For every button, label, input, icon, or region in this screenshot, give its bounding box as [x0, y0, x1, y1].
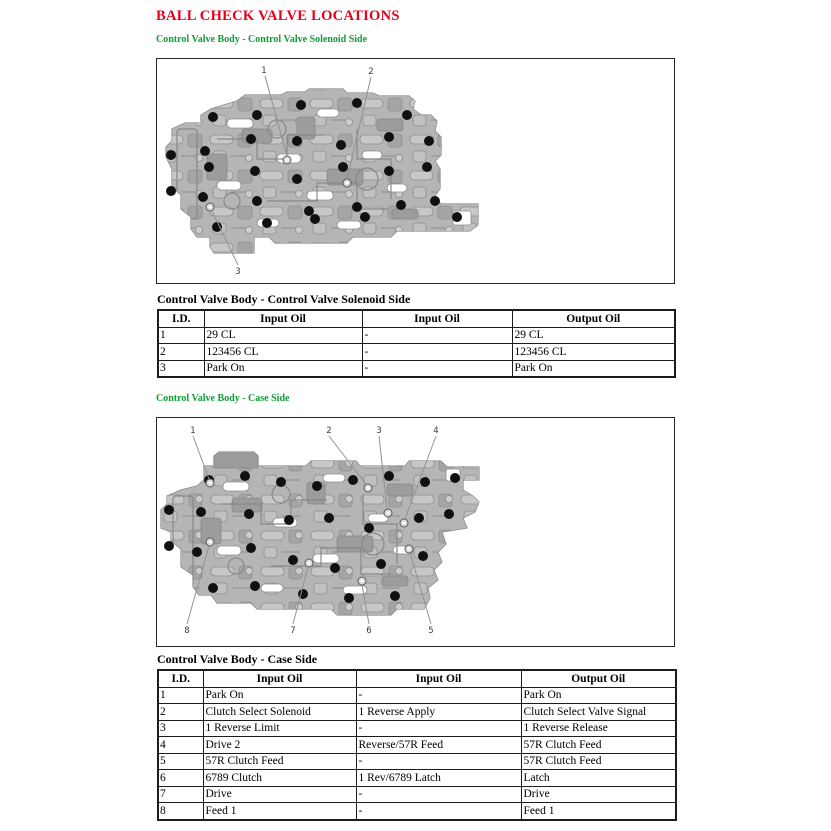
oil-value-cell: Latch [521, 770, 676, 787]
column-header: Input Oil [203, 670, 356, 687]
section2-subtitle: Control Valve Body - Case Side [156, 393, 290, 404]
oil-value-cell: - [356, 687, 521, 704]
oil-value-cell: 123456 CL [204, 344, 362, 361]
valve-body-case-side-illustration [157, 418, 674, 646]
oil-value-cell: 29 CL [512, 327, 675, 344]
oil-value-cell: 57R Clutch Feed [203, 753, 356, 770]
oil-value-cell: - [356, 753, 521, 770]
oil-value-cell: Clutch Select Solenoid [203, 704, 356, 721]
callout-number: 4 [433, 426, 439, 436]
oil-value-cell: Drive 2 [203, 737, 356, 754]
column-header: I.D. [158, 670, 203, 687]
oil-value-cell: Park On [203, 687, 356, 704]
row-id-cell: 3 [158, 360, 204, 377]
oil-value-cell: Clutch Select Valve Signal [521, 704, 676, 721]
section1-subtitle: Control Valve Body - Control Valve Solenoid Side [156, 34, 368, 45]
oil-value-cell: Park On [512, 360, 675, 377]
table-row [158, 786, 676, 803]
row-id-cell: 4 [158, 737, 203, 754]
column-header: Output Oil [521, 670, 676, 687]
diagram-solenoid-side [156, 58, 675, 284]
oil-value-cell: 1 Reverse Limit [203, 720, 356, 737]
oil-value-cell: Drive [203, 786, 356, 803]
callout-number: 1 [190, 426, 196, 436]
valve-body-solenoid-side-illustration [157, 59, 674, 283]
row-id-cell: 8 [158, 803, 203, 820]
table-row [158, 327, 675, 344]
callout-number: 2 [326, 426, 332, 436]
table-row [158, 803, 676, 820]
oil-value-cell: 6789 Clutch [203, 770, 356, 787]
table-row [158, 720, 676, 737]
oil-value-cell: 57R Clutch Feed [521, 753, 676, 770]
oil-value-cell: - [356, 720, 521, 737]
solenoid-side-table [157, 309, 676, 378]
column-header: Input Oil [204, 310, 362, 327]
oil-value-cell: 123456 CL [512, 344, 675, 361]
row-id-cell: 2 [158, 704, 203, 721]
oil-value-cell: Park On [521, 687, 676, 704]
oil-value-cell: Drive [521, 786, 676, 803]
column-header: Output Oil [512, 310, 675, 327]
oil-value-cell: 29 CL [204, 327, 362, 344]
table-row [158, 344, 675, 361]
oil-value-cell: 1 Rev/6789 Latch [356, 770, 521, 787]
callout-number: 1 [261, 66, 267, 76]
row-id-cell: 1 [158, 327, 204, 344]
row-id-cell: 1 [158, 687, 203, 704]
valve-body-casting [161, 452, 479, 615]
callout-number: 3 [376, 426, 382, 436]
oil-value-cell: - [362, 344, 512, 361]
oil-value-cell: 1 Reverse Release [521, 720, 676, 737]
oil-value-cell: - [362, 360, 512, 377]
diagram-case-side [156, 417, 675, 647]
page-title: BALL CHECK VALVE LOCATIONS [156, 8, 400, 24]
table-row [158, 360, 675, 377]
oil-value-cell: Reverse/57R Feed [356, 737, 521, 754]
callout-number: 5 [428, 626, 434, 636]
oil-value-cell: 57R Clutch Feed [521, 737, 676, 754]
callout-number: 3 [235, 267, 241, 277]
table-row [158, 753, 676, 770]
table-row [158, 737, 676, 754]
row-id-cell: 2 [158, 344, 204, 361]
oil-value-cell: - [356, 803, 521, 820]
table-row [158, 770, 676, 787]
valve-body-casting [166, 89, 478, 253]
oil-value-cell: Feed 1 [203, 803, 356, 820]
oil-value-cell: - [362, 327, 512, 344]
column-header: Input Oil [356, 670, 521, 687]
callout-number: 2 [368, 67, 374, 77]
table-row [158, 704, 676, 721]
table1-caption: Control Valve Body - Control Valve Solenoid Side [157, 292, 411, 306]
oil-value-cell: - [356, 786, 521, 803]
case-side-table [157, 669, 677, 821]
table2-caption: Control Valve Body - Case Side [157, 652, 318, 666]
callout-number: 6 [366, 626, 372, 636]
row-id-cell: 3 [158, 720, 203, 737]
column-header: I.D. [158, 310, 204, 327]
oil-value-cell: Feed 1 [521, 803, 676, 820]
row-id-cell: 6 [158, 770, 203, 787]
row-id-cell: 5 [158, 753, 203, 770]
column-header: Input Oil [362, 310, 512, 327]
callout-number: 8 [184, 626, 190, 636]
oil-value-cell: 1 Reverse Apply [356, 704, 521, 721]
callout-number: 7 [290, 626, 296, 636]
row-id-cell: 7 [158, 786, 203, 803]
oil-value-cell: Park On [204, 360, 362, 377]
table-row [158, 687, 676, 704]
